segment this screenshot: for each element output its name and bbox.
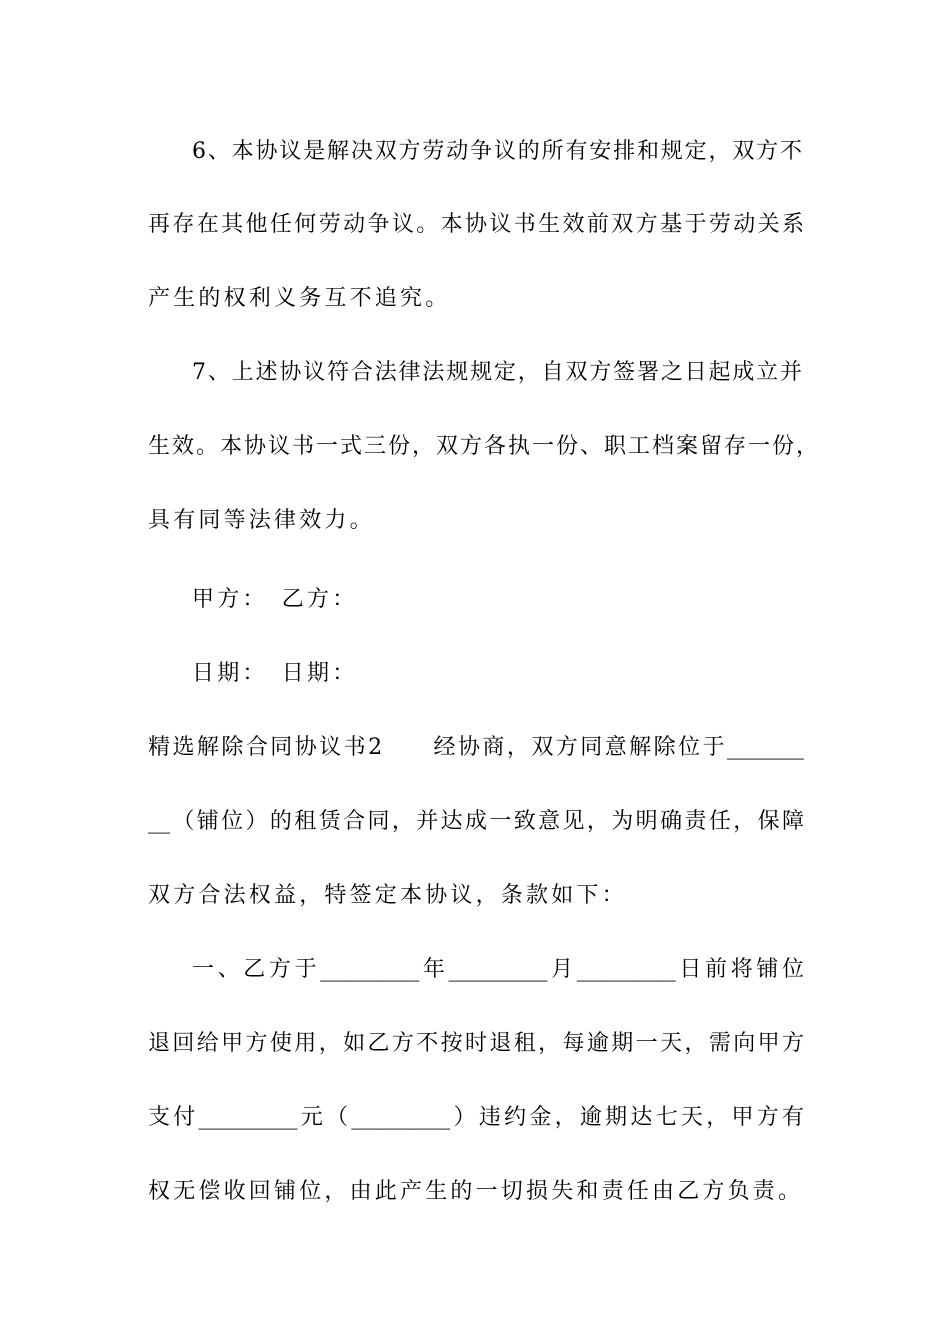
term-1-line-3: 支付_________元（_________）违约金，逾期达七天，甲方有 bbox=[148, 1105, 804, 1130]
term-1-line-2: 退回给甲方使用，如乙方不按时退租，每逾期一天，需向甲方 bbox=[148, 1031, 804, 1056]
agreement-2-line-2: __（铺位）的租赁合同，并达成一致意见，为明确责任，保障 bbox=[148, 809, 804, 834]
clause-6-line-2: 再存在其他任何劳动争议。本协议书生效前双方基于劳动关系 bbox=[148, 212, 804, 237]
clause-7-line-3: 具有同等法律效力。 bbox=[148, 508, 375, 533]
agreement-2-line-3: 双方合法权益，特签定本协议，条款如下： bbox=[148, 883, 627, 908]
term-1-line-4: 权无偿收回铺位，由此产生的一切损失和责任由乙方负责。 bbox=[148, 1179, 804, 1204]
clause-6-line-1: 6、本协议是解决双方劳动争议的所有安排和规定，双方不 bbox=[192, 139, 802, 164]
clause-7-line-1: 7、上述协议符合法律法规规定，自双方签署之日起成立并 bbox=[192, 360, 802, 385]
date-signature-line: 日期： 日期： bbox=[192, 661, 358, 686]
clause-7-line-2: 生效。本协议书一式三份，双方各执一份、职工档案留存一份， bbox=[148, 434, 818, 459]
term-1-line-1: 一、乙方于_________年_________月_________日前将铺位 bbox=[192, 957, 804, 982]
clause-6-line-3: 产生的权利义务互不追究。 bbox=[148, 286, 451, 311]
agreement-2-line-1: 精选解除合同协议书2 经协商，双方同意解除位于_______ bbox=[148, 735, 804, 760]
party-signature-line: 甲方： 乙方： bbox=[192, 587, 358, 612]
